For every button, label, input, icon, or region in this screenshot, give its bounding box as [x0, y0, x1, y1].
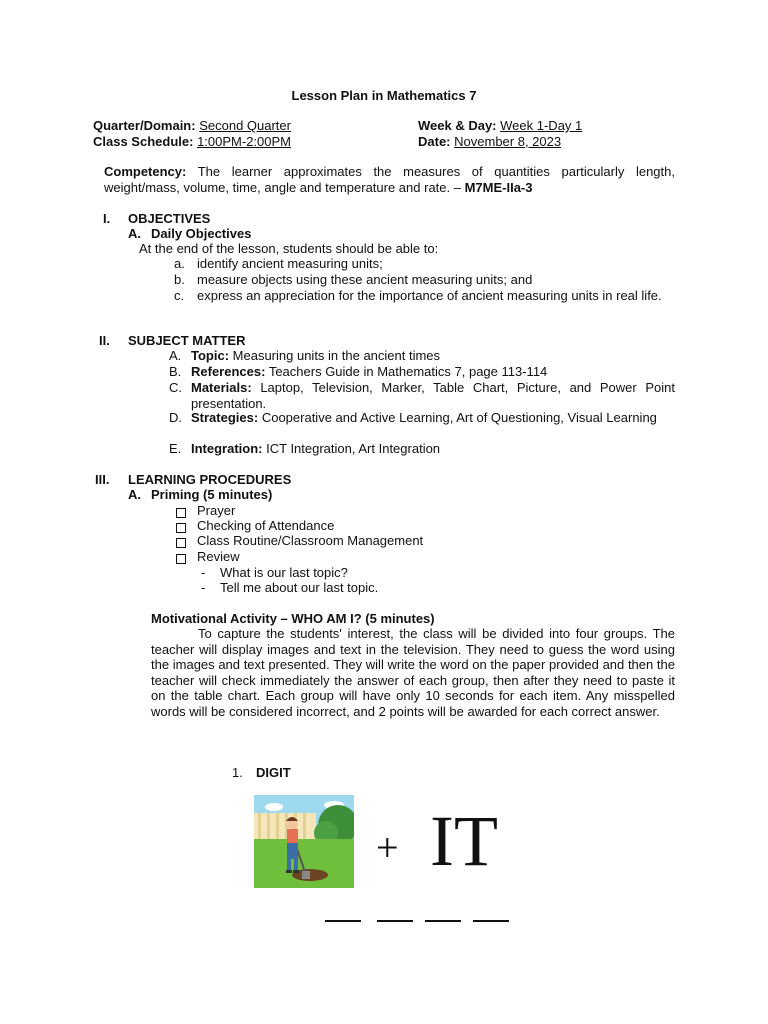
quarter-value: Second Quarter	[199, 118, 291, 133]
motivation-text: To capture the students' interest, the class will be divided into four groups. The teacher will display images and text in the television. They need to guess the word using the images and text presented. They will write the word on the paper provided and then the teacher will check immediately the answer of each group, then after they need to paste it on the table chart. Each group will have only 10 seconds for each item. Any misspelled words will be considered incorrect, and 2 points will be awarded for each correct answer.	[151, 626, 675, 719]
puzzle-text-part: IT	[430, 801, 498, 881]
review-item: What is our last topic?	[220, 565, 348, 580]
subject-item-label: Materials:	[191, 380, 252, 395]
checklist-item: Checking of Attendance	[197, 518, 335, 533]
answer-blank	[377, 920, 413, 922]
review-item: Tell me about our last topic.	[220, 580, 379, 595]
answer-blank	[425, 920, 461, 922]
subject-item	[191, 380, 675, 411]
competency	[104, 164, 675, 195]
competency-code: M7ME-IIa-3	[464, 179, 533, 195]
subject-item	[191, 364, 675, 380]
priming-letter: A.	[128, 487, 141, 502]
date-value: November 8, 2023	[454, 134, 562, 149]
competency-text: The learner approximates the measures of quantities particularly length, weight/mass, volume, time, angle and temperature and rate. –	[104, 164, 675, 195]
objective-item: measure objects using these ancient measuring units; and	[197, 272, 533, 287]
objectives-sub-heading: Daily Objectives	[151, 226, 252, 241]
objective-marker: a.	[174, 256, 185, 271]
objective-marker: c.	[174, 288, 185, 303]
checkbox-icon	[176, 552, 186, 568]
schedule-label: Class Schedule:	[93, 134, 194, 149]
subject-item	[191, 410, 675, 426]
subject-item-text: Laptop, Television, Marker, Table Chart, Picture, and Power Point presentation.	[191, 380, 675, 411]
checklist-item: Class Routine/Classroom Management	[197, 533, 424, 548]
week-day	[418, 118, 582, 134]
subject-marker: D.	[169, 410, 182, 425]
quarter-label: Quarter/Domain:	[93, 118, 196, 133]
date	[418, 134, 561, 150]
subject-item-label: Topic:	[191, 348, 230, 363]
puzzle-number: 1.	[232, 765, 243, 780]
subject-item-label: Integration:	[191, 441, 263, 456]
plus-sign: +	[376, 825, 399, 870]
quarter-domain	[93, 118, 291, 134]
checklist-item: Review	[197, 549, 240, 564]
review-marker: -	[201, 565, 206, 580]
subject-item	[191, 348, 675, 364]
checkbox-icon	[176, 536, 186, 552]
procedures-heading: LEARNING PROCEDURES	[128, 472, 292, 487]
document-title: Lesson Plan in Mathematics 7	[291, 88, 477, 103]
objective-item: express an appreciation for the importance of ancient measuring units in real life.	[197, 288, 662, 303]
class-schedule	[93, 134, 291, 150]
week-label: Week & Day:	[418, 118, 497, 133]
subject-item-text: Teachers Guide in Mathematics 7, page 113-114	[268, 364, 548, 379]
checklist-item: Prayer	[197, 503, 236, 518]
digging-boy-picture	[254, 795, 354, 888]
date-label: Date:	[418, 134, 451, 149]
subject-item-text: ICT Integration, Art Integration	[266, 441, 441, 456]
review-marker: -	[201, 580, 206, 595]
subject-item-text: Cooperative and Active Learning, Art of Questioning, Visual Learning	[261, 410, 657, 425]
subject-marker: C.	[169, 380, 182, 395]
puzzle-answer: DIGIT	[256, 765, 291, 780]
answer-blank	[473, 920, 509, 922]
objectives-heading: OBJECTIVES	[128, 211, 211, 226]
objective-marker: b.	[174, 272, 185, 287]
checkbox-icon	[176, 521, 186, 537]
schedule-value: 1:00PM-2:00PM	[197, 134, 291, 149]
checkbox-icon	[176, 506, 186, 522]
subject-item	[191, 441, 675, 457]
objectives-numeral: I.	[103, 211, 111, 226]
subject-marker: B.	[169, 364, 182, 379]
objective-item: identify ancient measuring units;	[197, 256, 383, 271]
priming-heading: Priming (5 minutes)	[151, 487, 273, 502]
answer-blank	[325, 920, 361, 922]
subject-item-label: Strategies:	[191, 410, 259, 425]
subject-item-text: Measuring units in the ancient times	[232, 348, 441, 363]
subject-item-label: References:	[191, 364, 266, 379]
subject-matter-numeral: II.	[99, 333, 110, 348]
competency-label: Competency:	[104, 164, 187, 179]
subject-marker: A.	[169, 348, 182, 363]
subject-matter-heading: SUBJECT MATTER	[128, 333, 246, 348]
subject-marker: E.	[169, 441, 182, 456]
objectives-sub-letter: A.	[128, 226, 141, 241]
week-value: Week 1-Day 1	[500, 118, 583, 133]
procedures-numeral: III.	[95, 472, 110, 487]
motivation-heading: Motivational Activity – WHO AM I? (5 minutes)	[151, 611, 435, 626]
objectives-intro: At the end of the lesson, students should be able to:	[139, 241, 439, 256]
